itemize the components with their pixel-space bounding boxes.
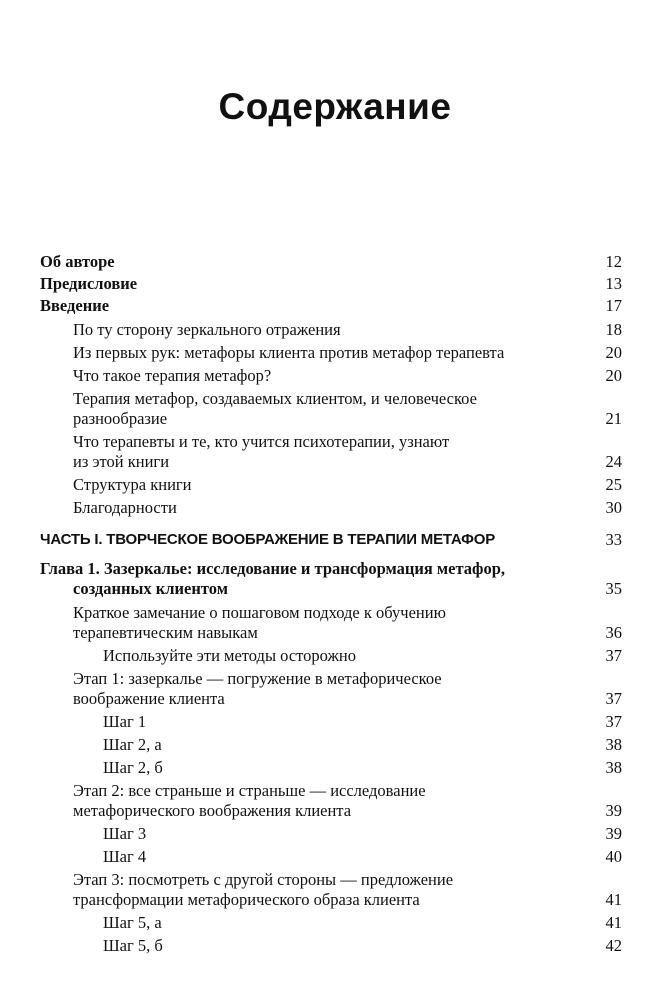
- toc-entry-text: Шаг 2, б: [103, 758, 163, 777]
- toc-entry-section: [40, 475, 622, 495]
- toc-entry-line: Этап 2: все страньше и страньше — исследование: [73, 781, 426, 800]
- toc-entry-text: Шаг 2, а: [103, 735, 162, 754]
- toc-entry-text: Шаг 4: [103, 847, 147, 866]
- toc-entry-text: Введение: [40, 296, 110, 315]
- toc-page-number: 38: [605, 735, 622, 754]
- toc-entry-line: из этой книги: [73, 452, 170, 471]
- table-of-contents: [40, 252, 622, 956]
- toc-entry-text: [73, 389, 622, 429]
- toc-page-number: 24: [605, 452, 622, 471]
- toc-page-number: 30: [605, 498, 622, 517]
- toc-entry-part-1: [40, 530, 622, 550]
- toc-entry-subsection: [40, 712, 622, 732]
- toc-page-number: 37: [605, 712, 622, 731]
- toc-entry-line: Краткое замечание о пошаговом подходе к обучению: [73, 603, 446, 622]
- toc-entry-line: трансформации метафорического образа клиента: [73, 890, 420, 909]
- toc-entry-line: Этап 1: зазеркалье — погружение в метафорическое: [73, 669, 442, 688]
- toc-page-number: 41: [605, 890, 622, 909]
- toc-page-number: 37: [605, 689, 622, 708]
- toc-entry-text: [40, 559, 622, 599]
- toc-page-number: 33: [605, 530, 622, 549]
- toc-entry-introduction: [40, 296, 622, 316]
- toc-page-number: 38: [605, 758, 622, 777]
- toc-entry-section: [40, 603, 622, 643]
- toc-entry-about-author: [40, 252, 622, 272]
- toc-entry-text: [73, 432, 622, 472]
- toc-page-number: 12: [605, 252, 622, 271]
- toc-entry-text: Структура книги: [73, 475, 192, 494]
- page-title: Содержание: [218, 86, 452, 127]
- toc-entry-subsection: [40, 758, 622, 778]
- toc-entry-text: Из первых рук: метафоры клиента против метафор терапевта: [73, 343, 505, 362]
- toc-entry-text: Используйте эти методы осторожно: [103, 646, 356, 665]
- toc-page-number: 13: [605, 274, 622, 293]
- toc-page-number: 39: [605, 801, 622, 820]
- toc-entry-section: [40, 870, 622, 910]
- toc-entry-section: [40, 781, 622, 821]
- toc-entry-text: [73, 603, 622, 643]
- toc-entry-line: Глава 1. Зазеркалье: исследование и трансформация метафор,: [40, 559, 506, 578]
- toc-page-number: 25: [605, 475, 622, 494]
- toc-entry-text: ЧАСТЬ I. ТВОРЧЕСКОЕ ВООБРАЖЕНИЕ В ТЕРАПИИ МЕТАФОР: [40, 531, 496, 548]
- toc-entry-subsection: [40, 824, 622, 844]
- toc-entry-text: [73, 669, 622, 709]
- toc-entry-section: [40, 389, 622, 429]
- toc-entry-text: Шаг 3: [103, 824, 147, 843]
- toc-entry-subsection: [40, 646, 622, 666]
- toc-page-number: 41: [605, 913, 622, 932]
- toc-entry-text: Шаг 1: [103, 712, 147, 731]
- toc-page-number: 39: [605, 824, 622, 843]
- toc-entry-line: Терапия метафор, создаваемых клиентом, и человеческое: [73, 389, 477, 408]
- toc-entry-text: Об авторе: [40, 252, 115, 271]
- toc-entry-section: [40, 498, 622, 518]
- toc-entry-text: По ту сторону зеркального отражения: [73, 320, 341, 339]
- toc-entry-line: созданных клиентом: [73, 579, 228, 598]
- toc-entry-section: [40, 343, 622, 363]
- toc-page-number: 17: [605, 296, 622, 315]
- toc-page-number: 35: [605, 579, 622, 598]
- toc-page-number: 21: [605, 409, 622, 428]
- toc-entry-line: разнообразие: [73, 409, 168, 428]
- toc-entry-subsection: [40, 847, 622, 867]
- toc-page-number: 36: [605, 623, 622, 642]
- toc-entry-line: Что терапевты и те, кто учится психотерапии, узнают: [73, 432, 450, 451]
- toc-entry-text: Благодарности: [73, 498, 177, 517]
- toc-entry-line: воображение клиента: [73, 689, 225, 708]
- toc-entry-preface: [40, 274, 622, 294]
- toc-entry-line: терапевтическим навыкам: [73, 623, 258, 642]
- toc-entry-text: Предисловие: [40, 274, 138, 293]
- toc-page-number: 18: [605, 320, 622, 339]
- toc-page-number: 37: [605, 646, 622, 665]
- toc-entry-chapter-1: [40, 559, 622, 599]
- toc-entry-line: Этап 3: посмотреть с другой стороны — предложение: [73, 870, 454, 889]
- toc-entry-section: [40, 366, 622, 386]
- toc-page-number: 40: [605, 847, 622, 866]
- toc-page-number: 20: [605, 343, 622, 362]
- toc-entry-section: [40, 432, 622, 472]
- toc-page-number: 42: [605, 936, 622, 955]
- toc-entry-text: Шаг 5, б: [103, 936, 163, 955]
- toc-entry-text: [73, 781, 622, 821]
- toc-entry-section: [40, 320, 622, 340]
- toc-entry-section: [40, 669, 622, 709]
- toc-entry-text: Что такое терапия метафор?: [73, 366, 272, 385]
- toc-entry-subsection: [40, 735, 622, 755]
- toc-entry-subsection: [40, 913, 622, 933]
- toc-entry-line: метафорического воображения клиента: [73, 801, 352, 820]
- toc-entry-text: Шаг 5, а: [103, 913, 162, 932]
- toc-page-number: 20: [605, 366, 622, 385]
- toc-entry-text: [73, 870, 622, 910]
- toc-entry-subsection: [40, 936, 622, 956]
